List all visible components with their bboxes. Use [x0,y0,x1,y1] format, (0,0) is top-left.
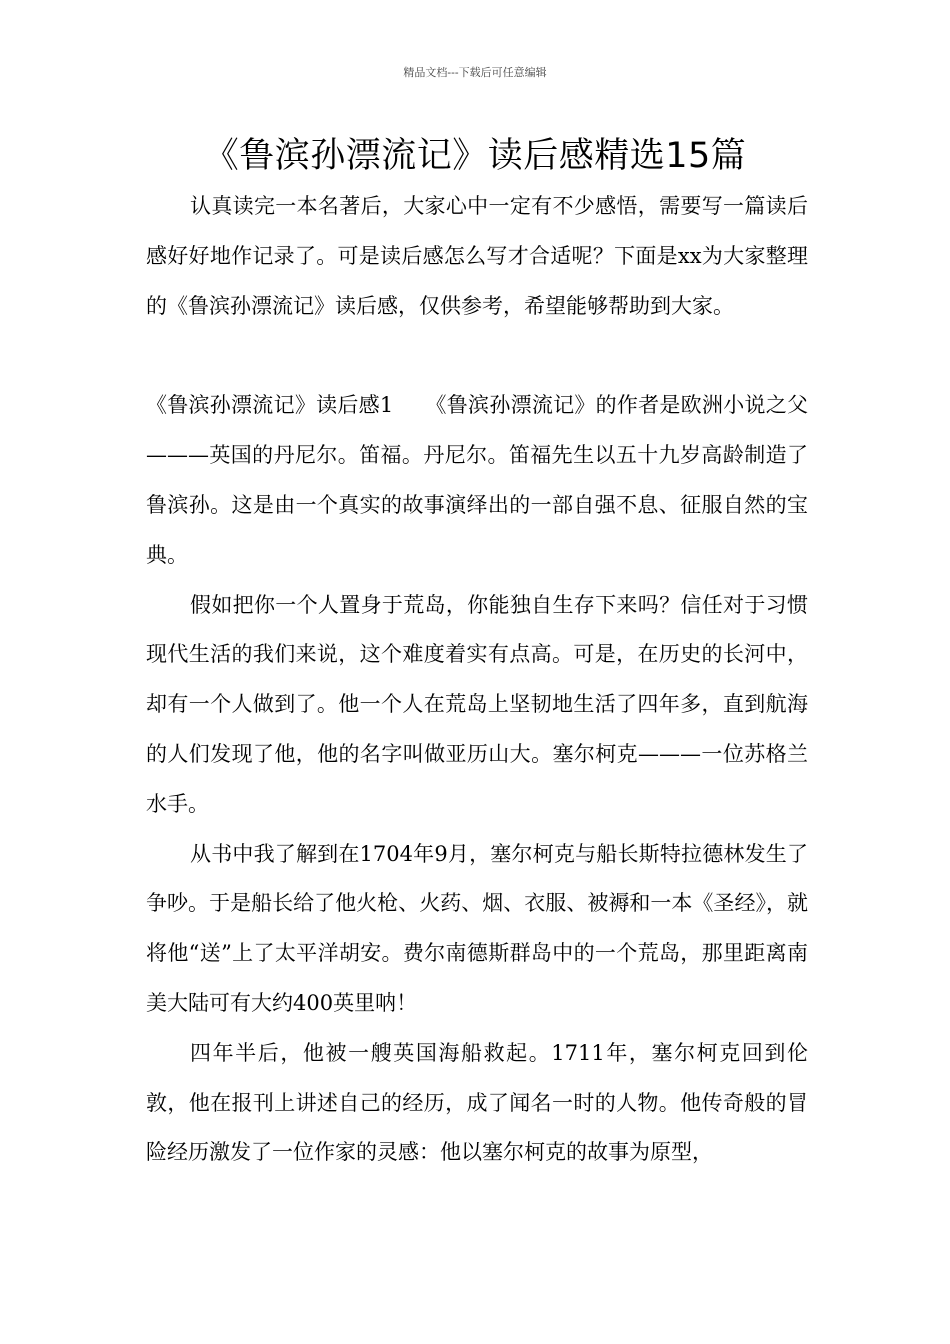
essay-1-paragraph-2: 假如把你一个人置身于荒岛，你能独自生存下来吗？信任对于习惯现代生活的我们来说，这个难度着实有点高。可是，在历史的长河中，却有一个人做到了。他一个人在荒岛上坚韧地生活了四年多，直到航海的人们发现了他，他的名字叫做亚历山大。塞尔柯克———一位苏格兰水手。 [146,592,808,816]
essay-1-paragraph-3: 从书中我了解到在1704年9月，塞尔柯克与船长斯特拉德林发生了争吵。于是船长给了他火枪、火药、烟、衣服、被褥和一本《圣经》，就将他“送”上了太平洋胡安。费尔南德斯群岛中的一个荒岛，那里距离南美大陆可有大约400英里呐！ [146,841,808,1015]
essay-1-paragraph-4: 四年半后，他被一艘英国海船救起。1711年，塞尔柯克回到伦敦，他在报刊上讲述自己的经历，成了闻名一时的人物。他传奇般的冒险经历激发了一位作家的灵感：他以塞尔柯克的故事为原型， [146,1040,808,1165]
intro-paragraph: 认真读完一本名著后，大家心中一定有不少感悟，需要写一篇读后感好好地作记录了。可是读后感怎么写才合适呢？下面是xx为大家整理的《鲁滨孙漂流记》读后感，仅供参考，希望能够帮助到大家。 [146,194,808,318]
page-header: 精品文档---下载后可任意编辑 [403,66,547,79]
document-body [146,182,808,1178]
paragraph-spacer [146,331,808,381]
document-title: 《鲁滨孙漂流记》读后感精选15篇 [203,136,747,176]
essay-1-paragraph-1: 《鲁滨孙漂流记》读后感1 《鲁滨孙漂流记》的作者是欧洲小说之父———英国的丹尼尔。笛福。丹尼尔。笛福先生以五十九岁高龄制造了鲁滨孙。这是由一个真实的故事演绎出的一部自强不息、征服自然的宝典。 [146,393,808,567]
